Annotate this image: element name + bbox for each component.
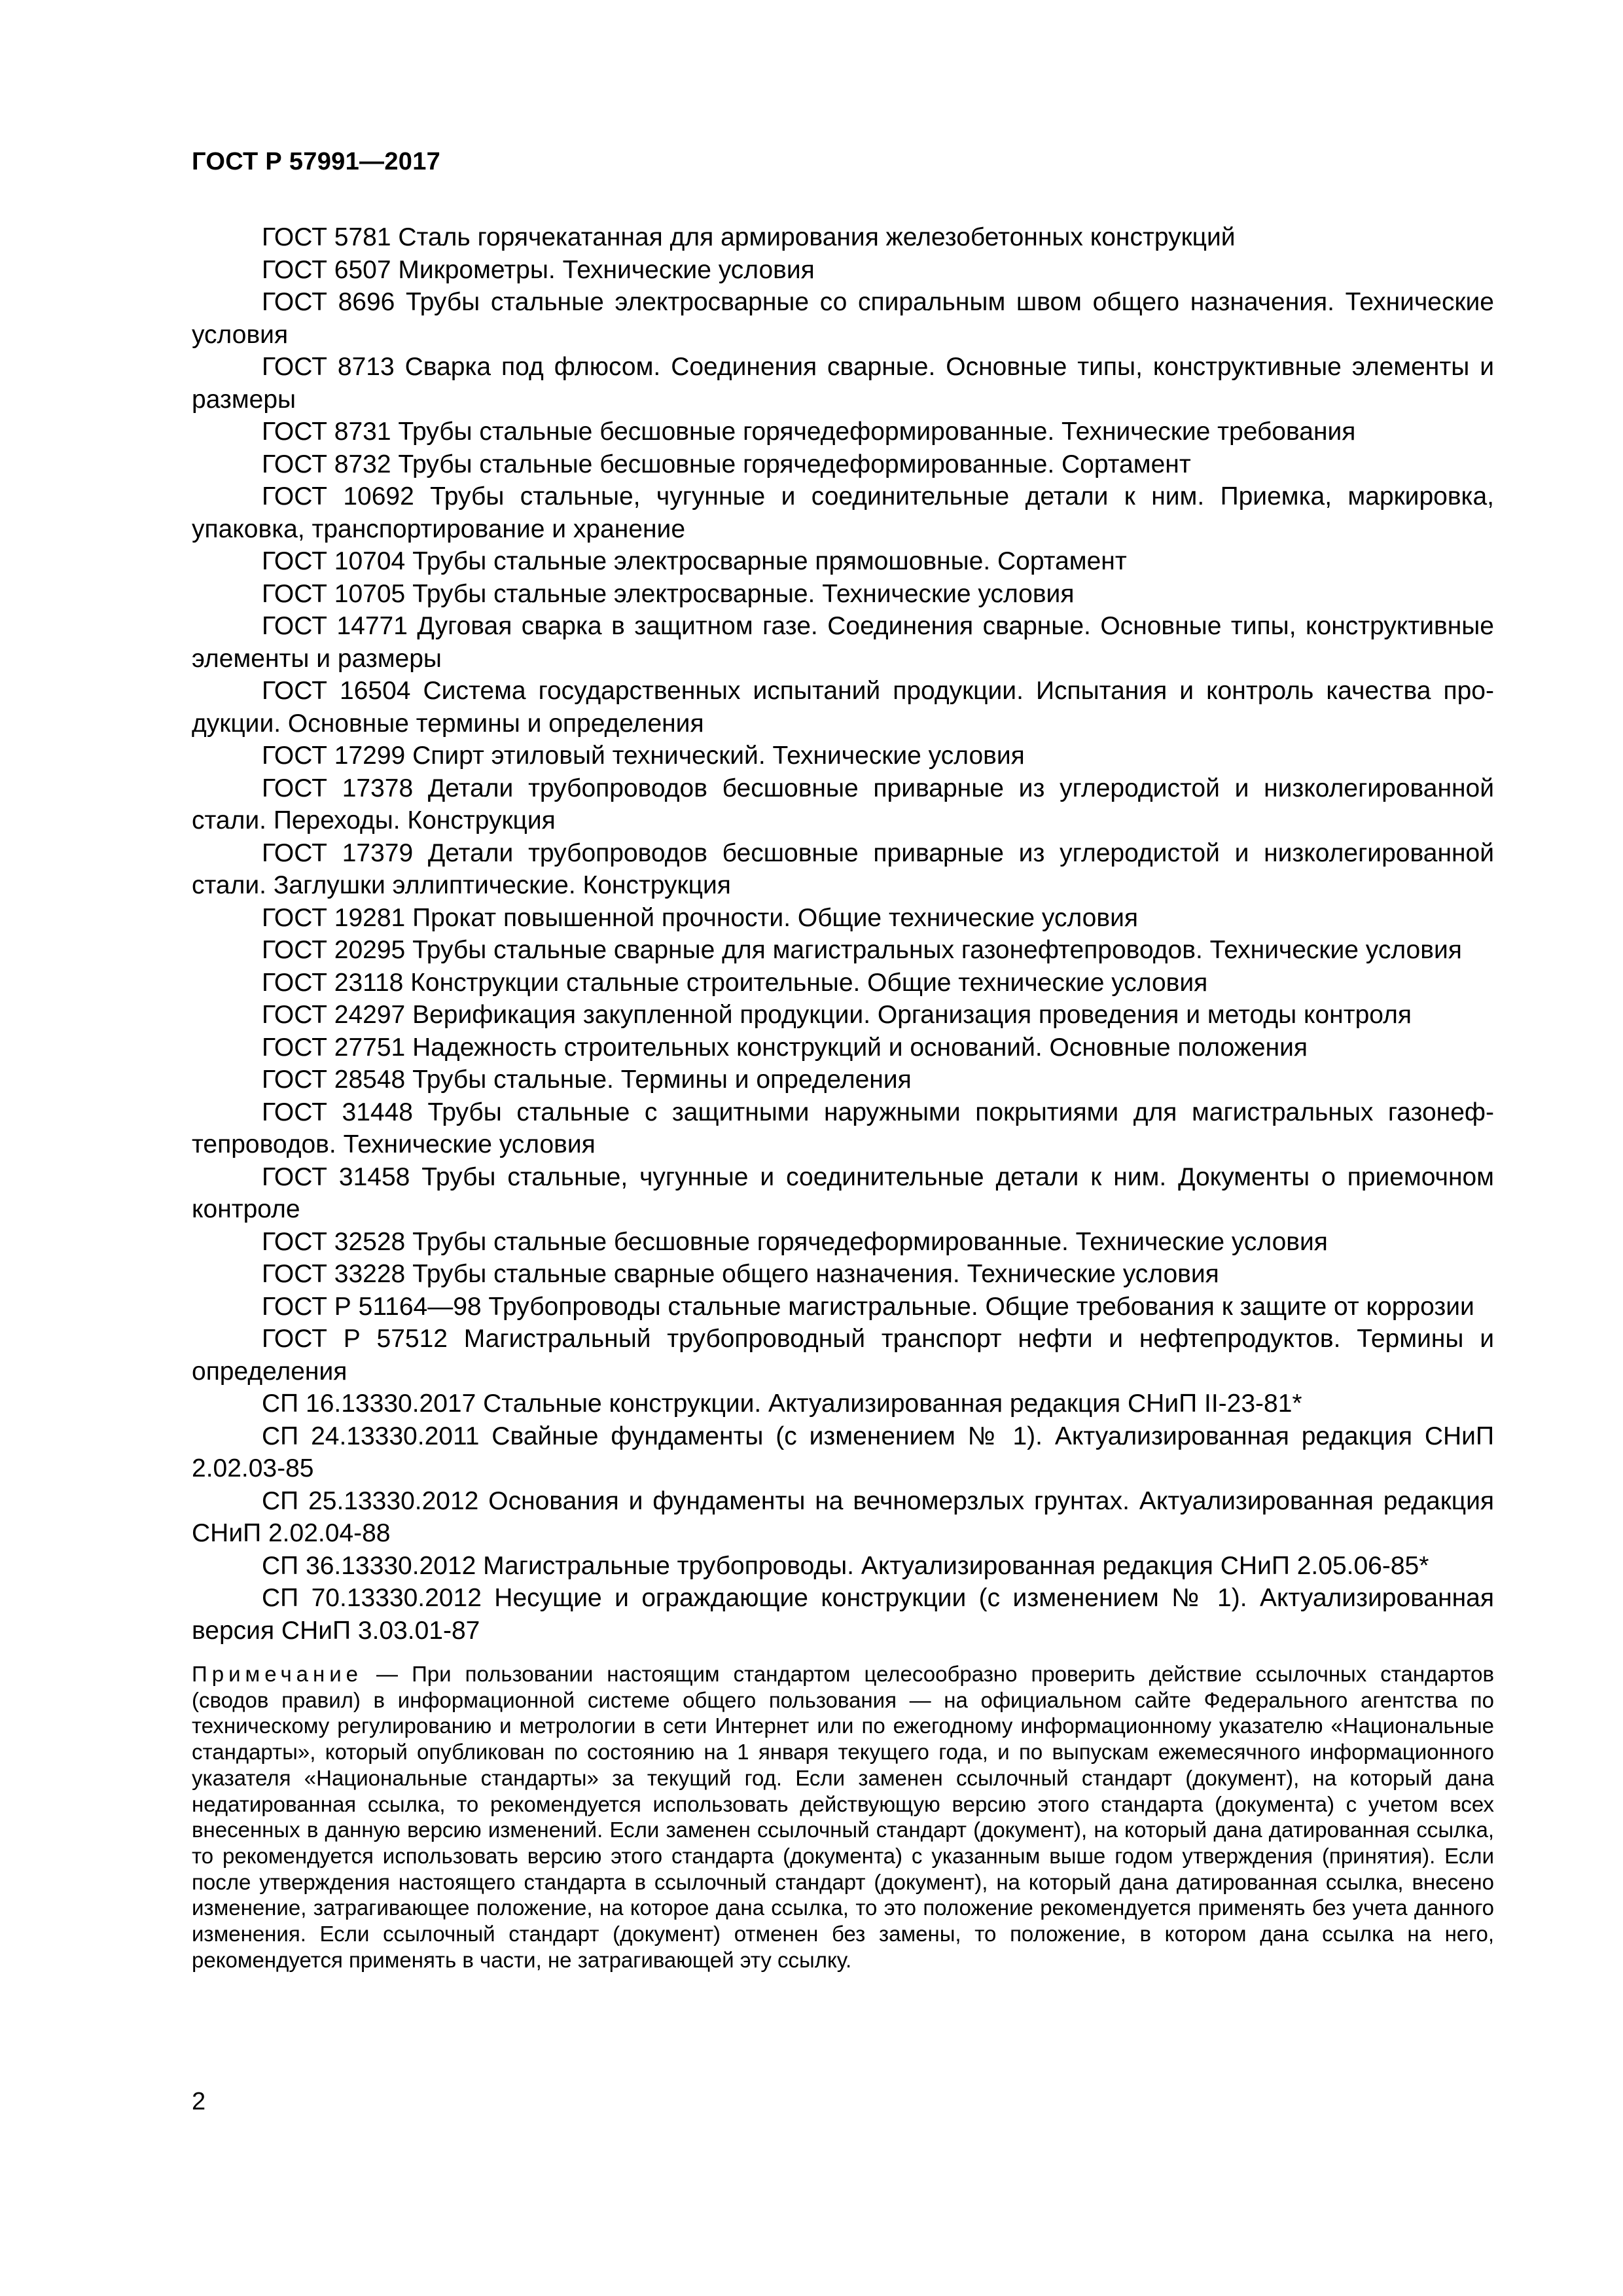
reference-item: СП 16.13330.2017 Стальные конструкции. Актуализированная редакция СНиП II-23-81*: [262, 1390, 1302, 1418]
reference-item: ГОСТ 19281 Прокат повышенной прочности. Общие технические условия: [262, 903, 1138, 932]
reference-item: ГОСТ 32528 Трубы стальные бесшовные горячедеформированные. Технические условия: [262, 1227, 1328, 1256]
reference-item: ГОСТ Р 57512 Магистральный трубопроводный транспорт нефти и нефтепродуктов. Термины и определения: [192, 1325, 1494, 1386]
reference-item: ГОСТ 6507 Микрометры. Технические условия: [262, 255, 815, 284]
reference-item: ГОСТ 8731 Трубы стальные бесшовные горячедеформированные. Технические требования: [262, 418, 1356, 446]
reference-item: ГОСТ 8696 Трубы стальные электросварные со спиральным швом общего назначения. Технические условия: [192, 288, 1494, 349]
reference-item: ГОСТ 27751 Надежность строительных конструкций и оснований. Основные положения: [262, 1033, 1308, 1062]
reference-item: ГОСТ 17378 Детали трубопроводов бесшовные приварные из углеродистой и низколегированной стали. Переходы. Конструкция: [192, 774, 1494, 834]
note-text: — При пользовании настоящим стандартом целесообразно проверить действие ссылочных стандартов (сводов правил) в информационной системе общего пользования — на официальном сайте Федерального агентства по техническому регулированию и метрологии в сети Интернет или по ежегодному информационному указателю «Национальные стандарты», который опубликован по состоянию на 1 января текущего года, и по выпускам ежемесячного информационного указателя «Национальные стандарты» за текущий год. Если заменен ссылочный стандарт (документ), на который дана недатированная ссылка, то рекомендуется использовать действующую версию этого стандарта (документа) с учетом всех внесенных в данную версию изменений. Если заменен ссылочный стандарт (документ), на который дана датированная ссылка, то рекомендуется использовать версию этого стандарта (документа) с указанным выше годом утверждения (принятия). Если после утверждения настоящего стандарта в ссылочный стандарт (документ), на который дана датированная ссылка, внесено изменение, затрагивающее положение, на которое дана ссылка, то это положение рекомендуется применять без учета данного изменения. Если ссылочный стандарт (документ) отменен без замены, то положение, в котором дана ссылка на него, рекомендуется применять в части, не затрагивающей эту ссылку.: [192, 1662, 1494, 1972]
reference-item: ГОСТ 10692 Трубы стальные, чугунные и соединительные детали к ним. Приемка, маркировка, упаковка, транспортирование и хранение: [192, 482, 1494, 543]
reference-item: ГОСТ 16504 Система государственных испытаний продукции. Испытания и контроль качества продукции. Основные термины и определения: [192, 677, 1494, 738]
reference-item: СП 24.13330.2011 Свайные фундаменты (с изменением № 1). Актуализированная редакция СНиП 2.02.03-85: [192, 1422, 1494, 1482]
reference-item: ГОСТ 23118 Конструкции стальные строительные. Общие технические условия: [262, 968, 1208, 997]
reference-item: СП 70.13330.2012 Несущие и ограждающие конструкции (с изменением № 1). Актуализированная версия СНиП 3.03.01-87: [192, 1584, 1494, 1645]
document-header: ГОСТ Р 57991—2017: [192, 148, 441, 175]
reference-item: ГОСТ 5781 Сталь горячекатанная для армирования железобетонных конструкций: [262, 223, 1236, 251]
reference-item: ГОСТ 20295 Трубы стальные сварные для магистральных газонефтепроводов. Технические условия: [262, 936, 1462, 964]
reference-item: ГОСТ 31458 Трубы стальные, чугунные и соединительные детали к ним. Документы о приемочном контроле: [192, 1162, 1494, 1223]
reference-item: СП 36.13330.2012 Магистральные трубопроводы. Актуализированная редакция СНиП 2.05.06-85*: [262, 1551, 1429, 1580]
reference-item: ГОСТ 17379 Детали трубопроводов бесшовные приварные из углеродистой и низколегированной стали. Заглушки эллиптические. Конструкция: [192, 838, 1494, 899]
reference-item: ГОСТ 8713 Сварка под флюсом. Соединения сварные. Основные типы, конструктивные элементы и размеры: [192, 353, 1494, 414]
reference-item: ГОСТ 24297 Верификация закупленной продукции. Организация проведения и методы контроля: [262, 1001, 1412, 1029]
reference-item: ГОСТ 31448 Трубы стальные с защитными наружными покрытиями для магистральных газонефтепроводов. Технические условия: [192, 1098, 1494, 1158]
reference-item: ГОСТ 10704 Трубы стальные электросварные прямошовные. Сортамент: [262, 547, 1127, 575]
reference-item: ГОСТ Р 51164—98 Трубопроводы стальные магистральные. Общие требования к защите от коррозии: [262, 1292, 1474, 1321]
page-number: 2: [192, 2088, 206, 2115]
reference-item: СП 25.13330.2012 Основания и фундаменты на вечномерзлых грунтах. Актуализированная редакция СНиП 2.02.04-88: [192, 1486, 1494, 1547]
normative-references-list: [192, 221, 1494, 1647]
reference-item: ГОСТ 33228 Трубы стальные сварные общего назначения. Технические условия: [262, 1260, 1219, 1288]
note-label: Примечание: [192, 1662, 363, 1686]
reference-item: ГОСТ 17299 Спирт этиловый технический. Технические условия: [262, 742, 1025, 770]
reference-item: ГОСТ 8732 Трубы стальные бесшовные горячедеформированные. Сортамент: [262, 450, 1191, 478]
reference-item: ГОСТ 28548 Трубы стальные. Термины и определения: [262, 1066, 912, 1094]
reference-item: ГОСТ 10705 Трубы стальные электросварные. Технические условия: [262, 579, 1075, 608]
note-paragraph: [192, 1661, 1494, 1973]
reference-item: ГОСТ 14771 Дуговая сварка в защитном газе. Соединения сварные. Основные типы, конструктивные элементы и размеры: [192, 612, 1494, 673]
